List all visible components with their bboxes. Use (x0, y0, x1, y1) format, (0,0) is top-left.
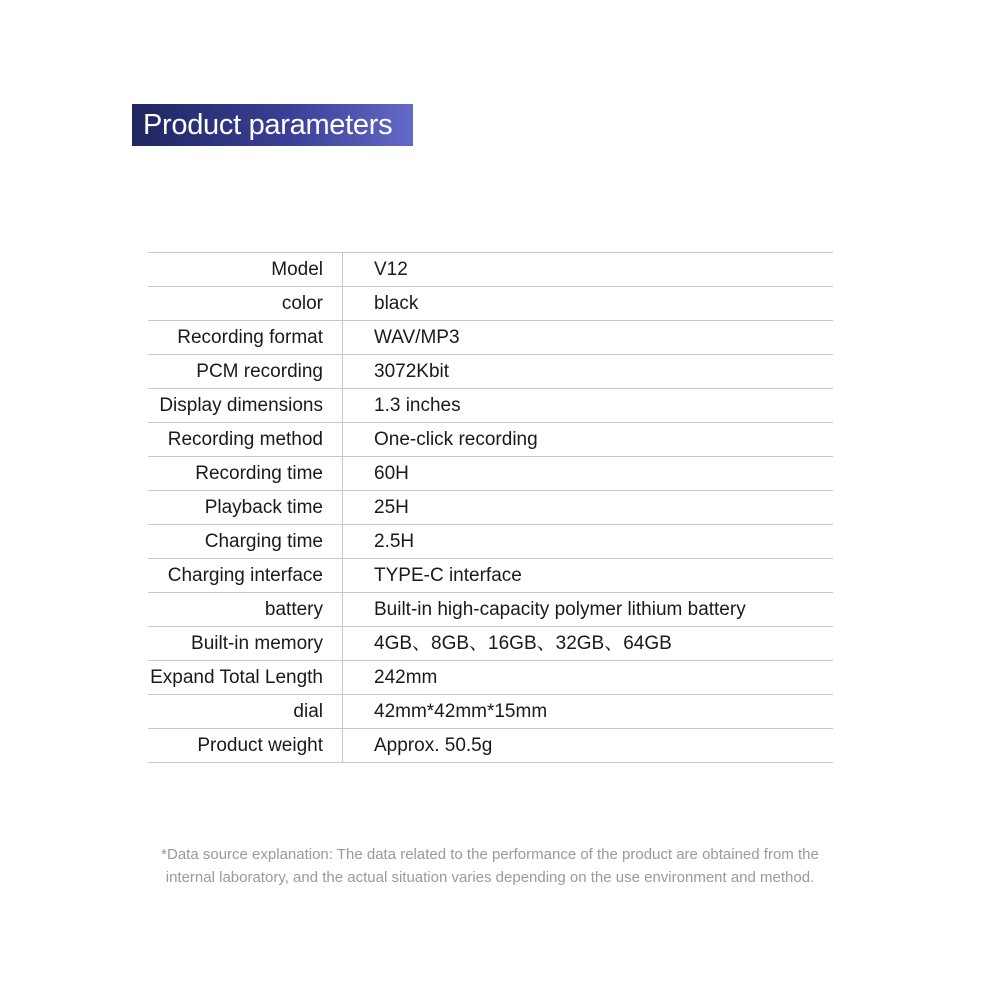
spec-label: Playback time (204, 497, 323, 518)
column-divider (342, 457, 343, 490)
spec-label: Charging interface (167, 565, 323, 586)
spec-value: TYPE-C interface (374, 565, 522, 586)
spec-value: Approx. 50.5g (374, 735, 493, 756)
page-title: Product parameters (132, 104, 413, 146)
table-row (148, 457, 833, 491)
spec-label: Product weight (197, 735, 323, 756)
column-divider (342, 729, 343, 762)
spec-value: black (374, 293, 419, 314)
spec-label: Model (271, 259, 323, 280)
spec-value: 42mm*42mm*15mm (374, 701, 548, 722)
spec-label: PCM recording (196, 361, 323, 382)
column-divider (342, 627, 343, 660)
column-divider (342, 559, 343, 592)
column-divider (342, 423, 343, 456)
footnote-line: *Data source explanation: The data related to the performance of the product are obtained from the (161, 846, 819, 863)
footnote-line: internal laboratory, and the actual situation varies depending on the use environment and method. (165, 869, 815, 886)
table-row (148, 525, 833, 559)
spec-value: 242mm (374, 667, 438, 688)
spec-value: 4GB、8GB、16GB、32GB、64GB (374, 633, 672, 654)
column-divider (342, 321, 343, 354)
spec-label: battery (264, 599, 323, 620)
spec-label: Built-in memory (191, 633, 323, 654)
spec-value: V12 (374, 259, 408, 280)
table-row (148, 695, 833, 729)
table-row (148, 491, 833, 525)
spec-label: Expand Total Length (150, 667, 323, 688)
spec-label: dial (293, 701, 323, 722)
table-row (148, 321, 833, 355)
spec-value: 3072Kbit (374, 361, 450, 382)
column-divider (342, 525, 343, 558)
table-row (148, 729, 833, 763)
table-row (148, 355, 833, 389)
spec-value: 60H (374, 463, 409, 484)
column-divider (342, 253, 343, 286)
footnote (140, 843, 840, 889)
table-row (148, 389, 833, 423)
table-row (148, 559, 833, 593)
spec-label: Recording format (177, 327, 323, 348)
spec-label: Charging time (204, 531, 323, 552)
column-divider (342, 661, 343, 694)
spec-label: color (281, 293, 323, 314)
spec-value: One-click recording (374, 429, 538, 450)
spec-label: Display dimensions (159, 395, 323, 416)
spec-value: 1.3 inches (374, 395, 461, 416)
spec-value: 2.5H (374, 531, 415, 552)
column-divider (342, 593, 343, 626)
column-divider (342, 287, 343, 320)
spec-value: WAV/MP3 (374, 327, 460, 348)
table-row (148, 287, 833, 321)
spec-value: Built-in high-capacity polymer lithium battery (374, 599, 746, 620)
table-row (148, 253, 833, 287)
column-divider (342, 491, 343, 524)
table-row (148, 627, 833, 661)
table-row (148, 593, 833, 627)
column-divider (342, 389, 343, 422)
column-divider (342, 695, 343, 728)
spec-value: 25H (374, 497, 409, 518)
table-row (148, 661, 833, 695)
table-row (148, 423, 833, 457)
spec-label: Recording time (195, 463, 323, 484)
spec-table (148, 252, 833, 763)
spec-label: Recording method (167, 429, 323, 450)
column-divider (342, 355, 343, 388)
